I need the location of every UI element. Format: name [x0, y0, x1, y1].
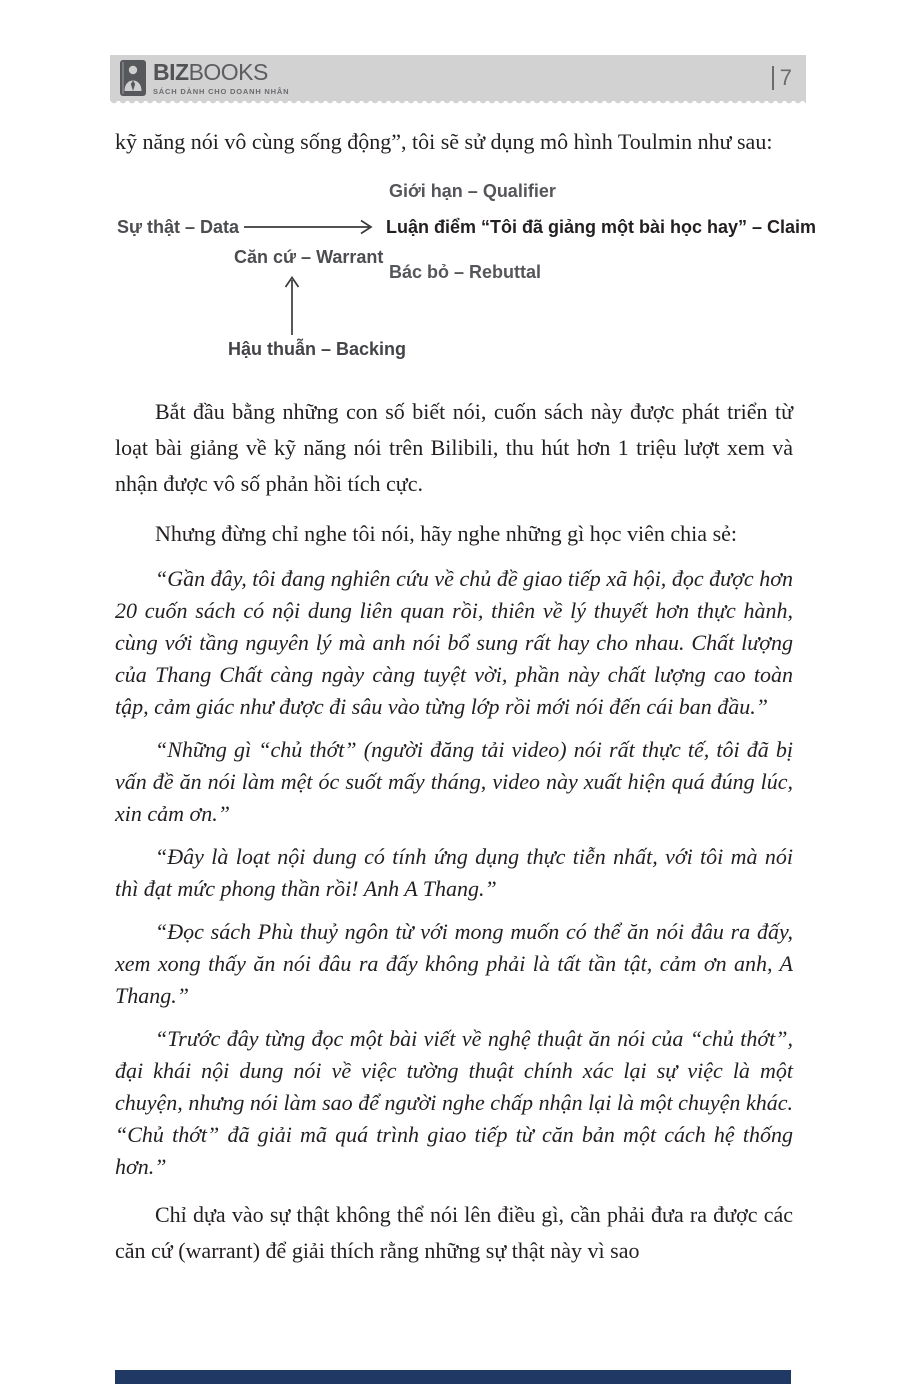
- lead-paragraph: kỹ năng nói vô cùng sống động”, tôi sẽ sử dụng mô hình Toulmin như sau:: [115, 129, 773, 154]
- paragraph: Chỉ dựa vào sự thật không thể nói lên điều gì, cần phải đưa ra được các căn cứ (warrant) để giải thích rằng những sự thật này vì sao: [115, 1202, 793, 1263]
- paragraph: Bắt đầu bằng những con số biết nói, cuốn sách này được phát triển từ loạt bài giảng về kỹ năng nói trên Bilibili, thu hút hơn 1 triệu lượt xem và nhận được vô số phản hồi tích cực.: [115, 399, 793, 496]
- header-bar: [110, 55, 806, 101]
- diagram-label-claim: Luận điểm “Tôi đã giảng một bài học hay” – Claim: [386, 217, 817, 237]
- businessman-book-icon: [120, 60, 146, 96]
- diagram-label-qualifier: Giới hạn – Qualifier: [389, 181, 556, 201]
- footer-bar: [115, 1370, 791, 1384]
- brand-biz: BIZ: [153, 59, 189, 85]
- page-number: [772, 65, 792, 91]
- brand-name: [153, 60, 289, 84]
- testimonial-quote: “Trước đây từng đọc một bài viết về nghệ thuật ăn nói của “chủ thớt”, đại khái nội dung nói về việc tường thuật chính xác lại sự việc là một chuyện, nhưng nói làm sao để người nghe chấp nhận lại là một chuyện khác. “Chủ thớt” đã giải mã quá trình giao tiếp từ căn bản một cách hệ thống hơn.”: [115, 1026, 793, 1179]
- brand-tagline: SÁCH DÀNH CHO DOANH NHÂN: [153, 87, 290, 96]
- text-column: [115, 124, 817, 1269]
- diagram-label-rebuttal: Bác bỏ – Rebuttal: [389, 262, 542, 282]
- page-number-value: 7: [779, 65, 792, 90]
- testimonial-quote: “Gần đây, tôi đang nghiên cứu về chủ đề giao tiếp xã hội, đọc được hơn 20 cuốn sách có nội dung liên quan rồi, thiên về lý thuyết hơn thực hành, cùng với tầng nguyên lý mà anh nói bổ sung rất hay cho nhau. Chất lượng của Thang Chất càng ngày càng tuyệt vời, phần này chất lượng cao toàn tập, cảm giác như được đi sâu vào từng lớp rồi mới nói đến cái ban đầu.”: [115, 566, 793, 719]
- diagram-label-warrant: Căn cứ – Warrant: [234, 247, 384, 267]
- backing-to-warrant-arrow: [283, 276, 301, 336]
- toulmin-diagram: [115, 180, 817, 380]
- page-number-divider: [772, 66, 774, 90]
- diagram-label-backing: Hậu thuẫn – Backing: [228, 339, 407, 359]
- testimonial-quote: “Những gì “chủ thớt” (người đăng tải video) nói rất thực tế, tôi đã bị vấn đề ăn nói làm mệt óc suốt mấy tháng, video này xuất hiện quá đúng lúc, xin cảm ơn.”: [115, 737, 793, 826]
- diagram-label-data: Sự thật – Data: [117, 217, 240, 237]
- testimonial-quote: “Đọc sách Phù thuỷ ngôn từ với mong muốn có thể ăn nói đâu ra đấy, xem xong thấy ăn nói đâu ra đấy không phải là tất tần tật, cảm ơn anh, A Thang.”: [115, 919, 793, 1008]
- brand-books: BOOKS: [188, 59, 268, 85]
- testimonial-quote: “Đây là loạt nội dung có tính ứng dụng thực tiễn nhất, với tôi mà nói thì đạt mức phong thần rồi! Anh A Thang.”: [115, 844, 793, 901]
- paragraph: Nhưng đừng chỉ nghe tôi nói, hãy nghe những gì học viên chia sẻ:: [155, 521, 738, 546]
- data-to-claim-arrow: [243, 218, 377, 236]
- bizbooks-logo: [120, 60, 289, 96]
